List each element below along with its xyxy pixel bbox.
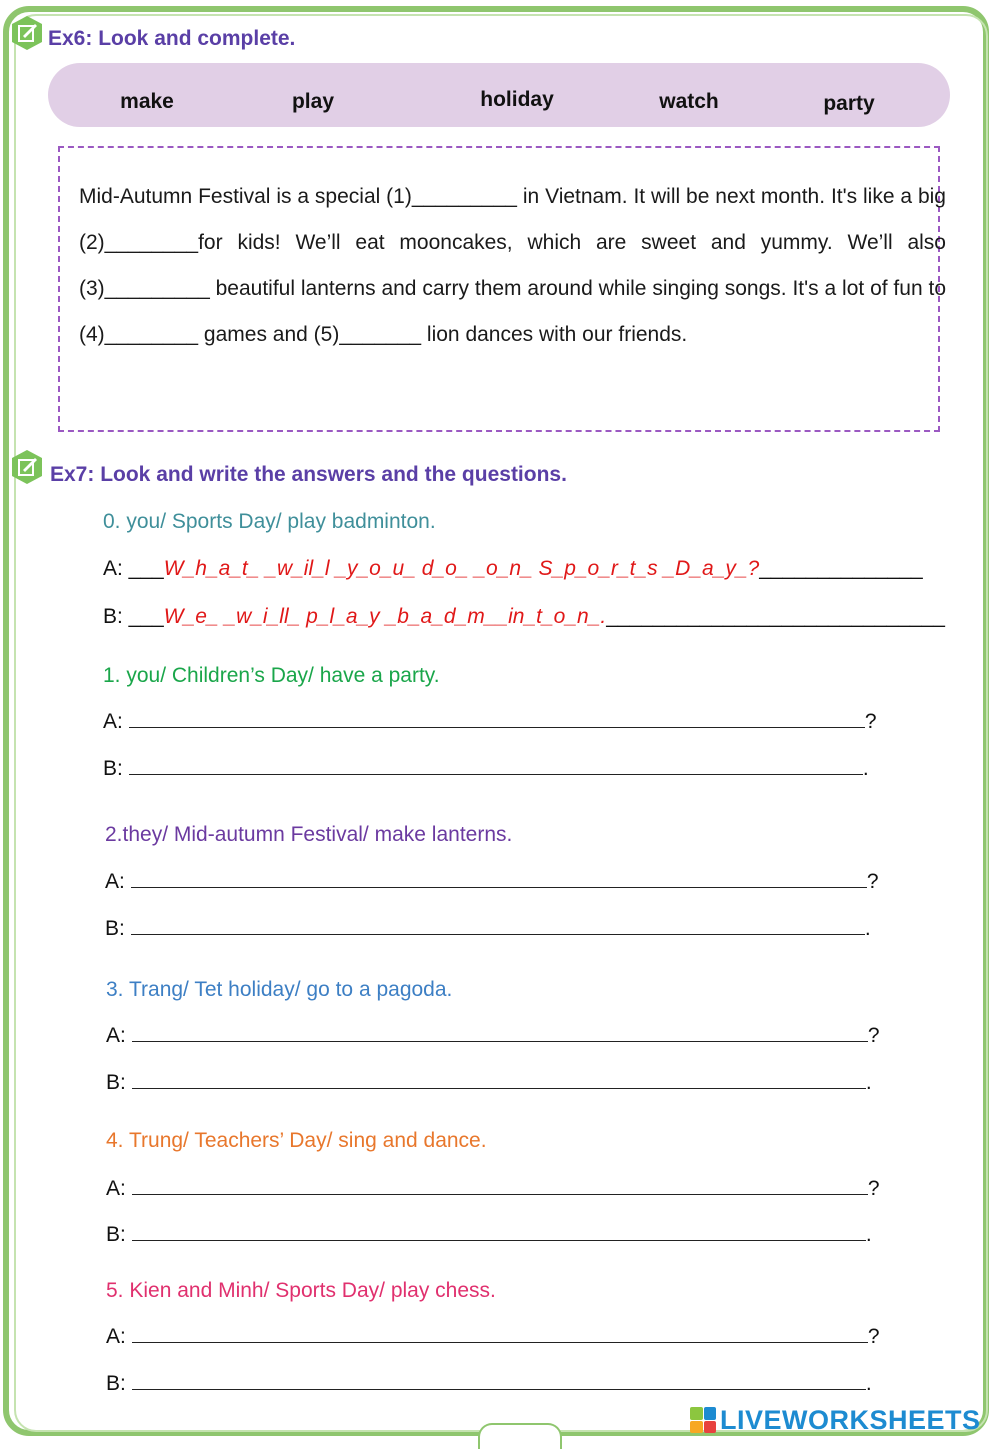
question-prompt: 5. Kien and Minh/ Sports Day/ play chess. [106,1279,496,1302]
example-answer-text: W_e_ _w_i_ll_ p_l_a_y _b_a_d_m__in_t_o_n_. [163,605,607,628]
answer-label: A: [105,870,125,893]
answer-input-a[interactable] [132,1324,868,1343]
answer-line-b [106,1222,872,1247]
answer-label: B: ___ [103,605,164,628]
answer-end: . [862,757,869,780]
example-answer-a [103,557,923,581]
answer-line-a [106,1176,880,1201]
pencil-note-icon [8,14,46,52]
ex7-title: Ex7: Look and write the answers and the questions. [50,463,567,486]
answer-input-b[interactable] [129,756,863,775]
answer-line-a [106,1324,880,1349]
answer-tail: _____________________________ [606,605,945,628]
passage-text: Mid-Autumn Festival is a special (1)_________ in Vietnam. It will be next month. It's like a big (2)________for kids! We’ll eat mooncakes, which are sweet and yummy. We’ll also (3)_________ beautiful lanterns and carry them around while singing songs. It's a lot of fun to (4)________ games and (5)_______ lion dances with our friends. [79,185,946,346]
answer-line-b [106,1070,872,1095]
answer-line-b [106,1371,872,1396]
answer-label: B: [106,1223,126,1246]
liveworksheets-logo-text: LIVEWORKSHEETS [720,1404,981,1435]
answer-input-b[interactable] [132,1371,866,1390]
answer-label: A: [103,710,123,733]
answer-line-a [105,869,879,894]
question-prompt: 2.they/ Mid-autumn Festival/ make lanterns. [105,823,513,846]
liveworksheets-logo[interactable] [690,1405,981,1435]
answer-label: B: [105,917,125,940]
word-bank-item: holiday [480,88,554,111]
question-prompt: 3. Trang/ Tet holiday/ go to a pagoda. [106,978,453,1001]
answer-line-a [106,1023,880,1048]
example-prompt: 0. you/ Sports Day/ play badminton. [103,510,436,533]
page-number-tab [478,1423,562,1449]
answer-label: A: ___ [103,557,164,580]
example-answer-b [103,605,945,629]
word-bank-item: play [291,90,335,113]
answer-label: B: [106,1372,126,1395]
answer-end: ? [866,870,879,893]
answer-input-b[interactable] [131,916,865,935]
answer-label: A: [106,1024,126,1047]
question-prompt: 4. Trung/ Teachers’ Day/ sing and dance. [106,1129,487,1152]
answer-end: . [864,917,871,940]
word-bank-item: make [120,90,174,113]
answer-end: . [865,1223,872,1246]
word-bank-item: watch [659,90,719,113]
word-bank-item: party [823,92,875,115]
answer-input-a[interactable] [132,1023,868,1042]
answer-line-b [105,916,871,941]
example-answer-text: W_h_a_t_ _w_il_l _y_o_u_ d_o_ _o_n_ S_p_o_r_t_s _D_a_y_? [163,557,760,580]
ex6-title: Ex6: Look and complete. [48,27,296,50]
answer-label: A: [106,1177,126,1200]
answer-label: B: [103,757,123,780]
answer-input-a[interactable] [131,869,867,888]
answer-input-b[interactable] [132,1222,866,1241]
answer-line-a [103,709,877,734]
answer-end: ? [864,710,877,733]
answer-label: B: [106,1071,126,1094]
pencil-note-icon [8,448,46,486]
liveworksheets-logo-icon [690,1407,716,1433]
answer-end: ? [867,1325,880,1348]
passage-box [58,146,946,432]
answer-end: ? [867,1024,880,1047]
answer-tail: ______________ [759,557,923,580]
word-bank [48,63,950,127]
answer-end: . [865,1071,872,1094]
answer-end: . [865,1372,872,1395]
answer-input-b[interactable] [132,1070,866,1089]
answer-label: A: [106,1325,126,1348]
answer-input-a[interactable] [132,1176,868,1195]
answer-line-b [103,756,869,781]
answer-end: ? [867,1177,880,1200]
question-prompt: 1. you/ Children’s Day/ have a party. [103,664,440,687]
answer-input-a[interactable] [129,709,865,728]
